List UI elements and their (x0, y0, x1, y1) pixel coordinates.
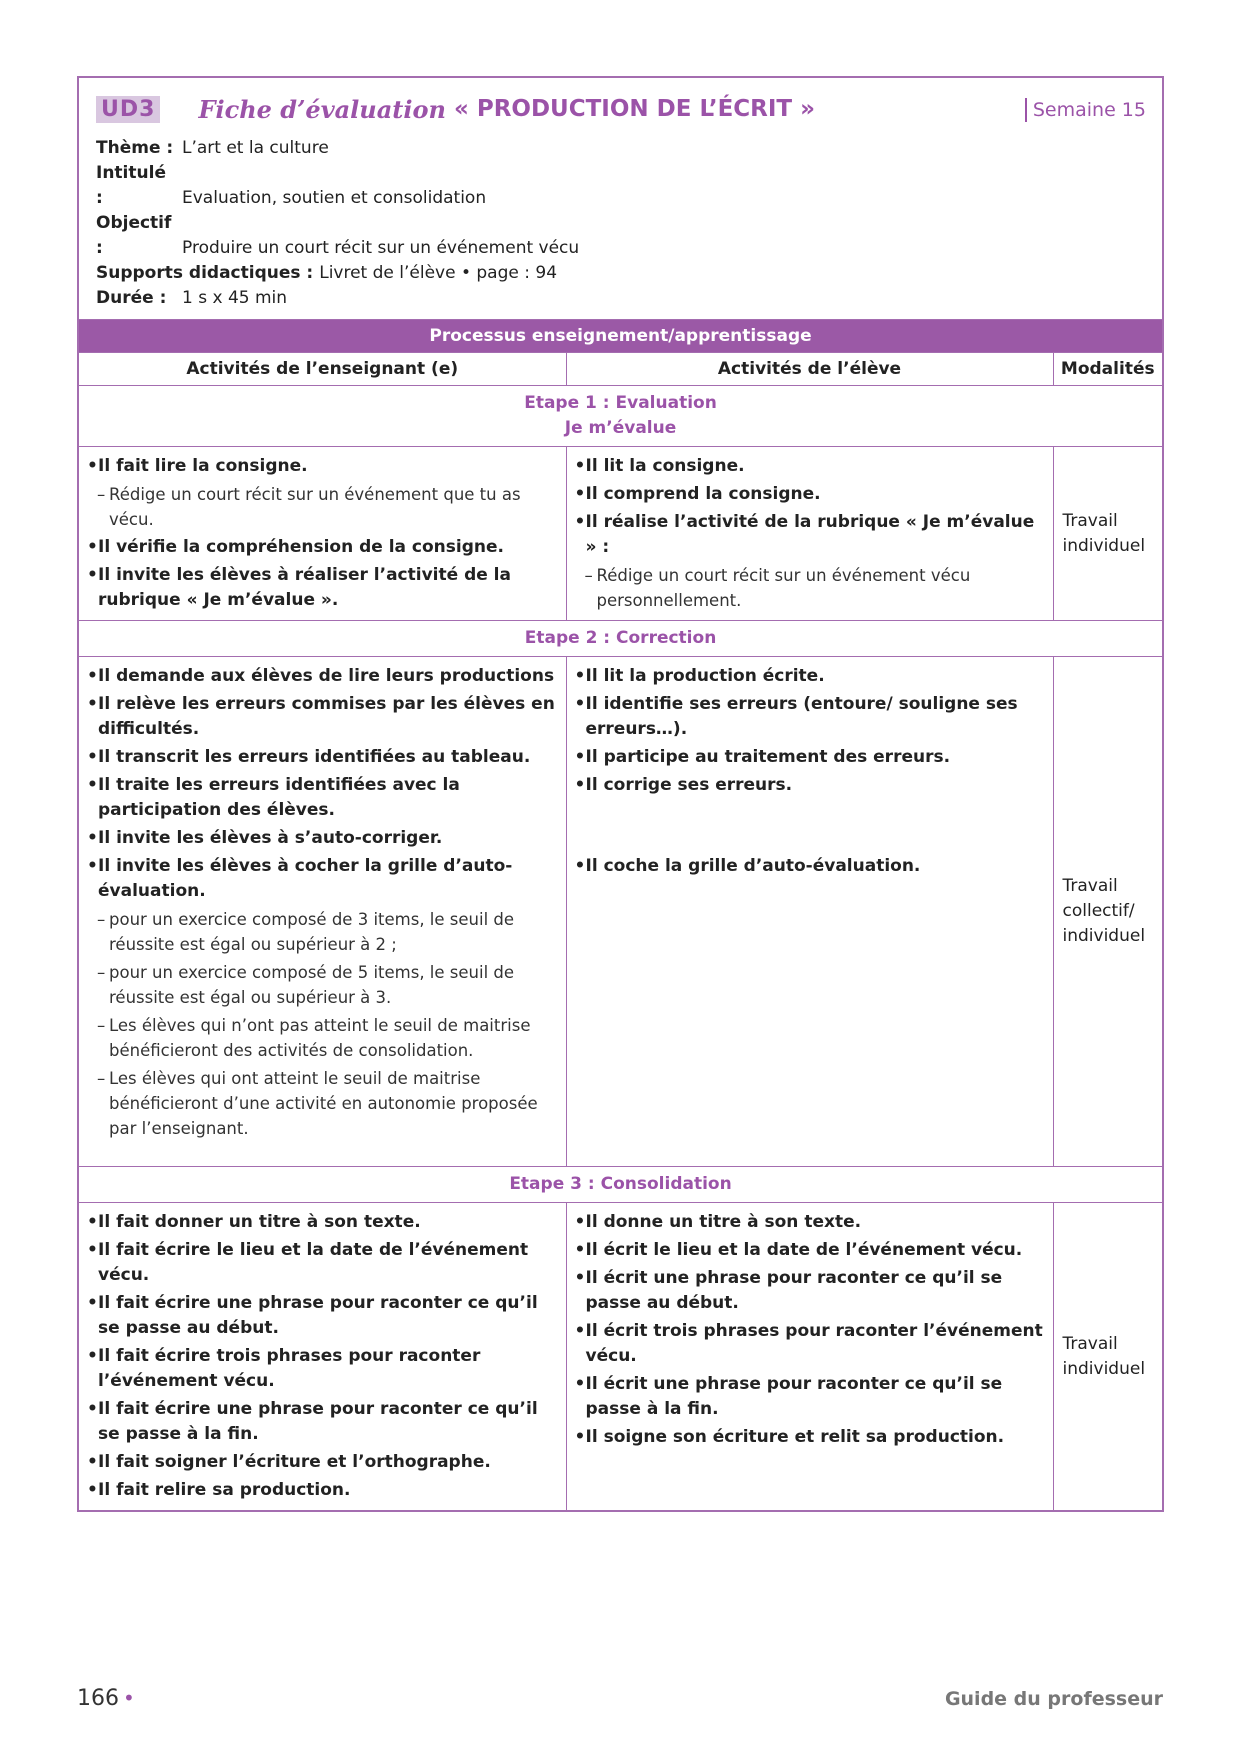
list-item: • Il coche la grille d’auto-évaluation. (575, 854, 1045, 879)
etape-3-student-cell (566, 1203, 1053, 1511)
col-modalites-header: Modalités (1053, 353, 1162, 386)
list-item: • Il invite les élèves à s’auto-corriger. (87, 826, 558, 851)
sheet-type: « PRODUCTION DE L’ÉCRIT » (453, 96, 815, 122)
list-item: • Il comprend la consigne. (575, 482, 1045, 507)
list-item: – Rédige un court récit sur un événement que tu as vécu. (97, 482, 558, 532)
list-item: • Il transcrit les erreurs identifiées au tableau. (87, 745, 558, 770)
supports-label: Supports didactiques : (96, 263, 314, 283)
list-item: • Il lit la production écrite. (575, 664, 1045, 689)
title-row (96, 92, 1146, 126)
theme-label: Thème : (96, 138, 174, 158)
list-item: – Les élèves qui ont atteint le seuil de maitrise bénéficieront d’une activité en autonomie proposée par l’enseignant. (97, 1066, 558, 1141)
list-item: • Il réalise l’activité de la rubrique « Je m’évalue » : (575, 510, 1045, 560)
process-heading: Processus enseignement/apprentissage (79, 320, 1162, 353)
footer-guide-title: Guide du professeur (944, 1688, 1163, 1710)
list-item: • Il écrit une phrase pour raconter ce qu’il se passe à la fin. (575, 1372, 1045, 1422)
etape-2-student-cell (566, 657, 1053, 1167)
list-item: • Il donne un titre à son texte. (575, 1210, 1045, 1235)
list-item: • Il corrige ses erreurs. (575, 773, 1045, 798)
etape-1-student-cell (566, 447, 1053, 621)
page-number (77, 1686, 135, 1711)
etape-2-teacher-cell (79, 657, 566, 1167)
list-item: • Il fait écrire le lieu et la date de l’événement vécu. (87, 1238, 558, 1288)
list-item: • Il relève les erreurs commises par les élèves en difficultés. (87, 692, 558, 742)
supports-value: Livret de l’élève • page : 94 (319, 263, 558, 283)
list-item: • Il vérifie la compréhension de la consigne. (87, 535, 558, 560)
etape-1-header (79, 386, 1162, 447)
col-teacher-header: Activités de l’enseignant (e) (79, 353, 566, 386)
col-student-header: Activités de l’élève (566, 353, 1053, 386)
etape-3-modalite: Travail individuel (1053, 1203, 1162, 1511)
list-item: • Il participe au traitement des erreurs. (575, 745, 1045, 770)
list-item: • Il soigne son écriture et relit sa production. (575, 1425, 1045, 1450)
list-item: • Il invite les élèves à réaliser l’activité de la rubrique « Je m’évalue ». (87, 563, 558, 613)
etape-1-modalite: Travail individuel (1053, 447, 1162, 621)
list-item: – pour un exercice composé de 3 items, le seuil de réussite est égal ou supérieur à 2 ; (97, 907, 558, 957)
etape-2-header: Etape 2 : Correction (79, 621, 1162, 657)
list-item: • Il fait soigner l’écriture et l’orthographe. (87, 1450, 558, 1475)
list-item: • Il fait écrire une phrase pour raconter ce qu’il se passe au début. (87, 1291, 558, 1341)
list-item: – Rédige un court récit sur un événement vécu personnellement. (585, 563, 1045, 613)
list-item: • Il fait écrire une phrase pour raconter ce qu’il se passe à la fin. (87, 1397, 558, 1447)
etape-3-teacher-cell (79, 1203, 566, 1511)
process-table (79, 319, 1162, 1510)
list-item: • Il traite les erreurs identifiées avec la participation des élèves. (87, 773, 558, 823)
etape-2-modalite: Travail collectif/ individuel (1053, 657, 1162, 1167)
sheet-title: Fiche d’évaluation (198, 94, 446, 124)
evaluation-sheet (77, 76, 1164, 1512)
intitule-label: Intitulé : (96, 163, 166, 208)
etape-1-title: Etape 1 : Evaluation (524, 393, 717, 413)
duree-label: Durée : (96, 288, 167, 308)
list-item: • Il fait relire sa production. (87, 1478, 558, 1503)
page-dot: • (123, 1686, 135, 1710)
list-item: • Il écrit le lieu et la date de l’événement vécu. (575, 1238, 1045, 1263)
list-item: • Il demande aux élèves de lire leurs productions (87, 664, 558, 689)
list-item: • Il fait écrire trois phrases pour raconter l’événement vécu. (87, 1344, 558, 1394)
unit-badge: UD3 (96, 96, 160, 123)
sheet-header (79, 78, 1162, 319)
list-item: • Il lit la consigne. (575, 454, 1045, 479)
intitule-value: Evaluation, soutien et consolidation (182, 188, 487, 208)
list-item: – pour un exercice composé de 5 items, le seuil de réussite est égal ou supérieur à 3. (97, 960, 558, 1010)
list-item: • Il fait lire la consigne. (87, 454, 558, 479)
list-item: – Les élèves qui n’ont pas atteint le seuil de maitrise bénéficieront des activités de consolidation. (97, 1013, 558, 1063)
week-label: Semaine 15 (1025, 98, 1146, 122)
list-item: • Il invite les élèves à cocher la grille d’auto-évaluation. (87, 854, 558, 904)
page-number-value: 166 (77, 1686, 119, 1711)
list-item: • Il écrit trois phrases pour raconter l’événement vécu. (575, 1319, 1045, 1369)
theme-value: L’art et la culture (182, 138, 329, 158)
etape-3-header: Etape 3 : Consolidation (79, 1167, 1162, 1203)
list-item: • Il identifie ses erreurs (entoure/ souligne ses erreurs…). (575, 692, 1045, 742)
objectif-label: Objectif : (96, 213, 172, 258)
meta-info (96, 136, 1146, 311)
objectif-value: Produire un court récit sur un événement vécu (182, 238, 580, 258)
list-item: • Il écrit une phrase pour raconter ce qu’il se passe au début. (575, 1266, 1045, 1316)
etape-1-teacher-cell (79, 447, 566, 621)
list-item: • Il fait donner un titre à son texte. (87, 1210, 558, 1235)
etape-1-subtitle: Je m’évalue (564, 418, 677, 438)
duree-value: 1 s x 45 min (182, 288, 288, 308)
